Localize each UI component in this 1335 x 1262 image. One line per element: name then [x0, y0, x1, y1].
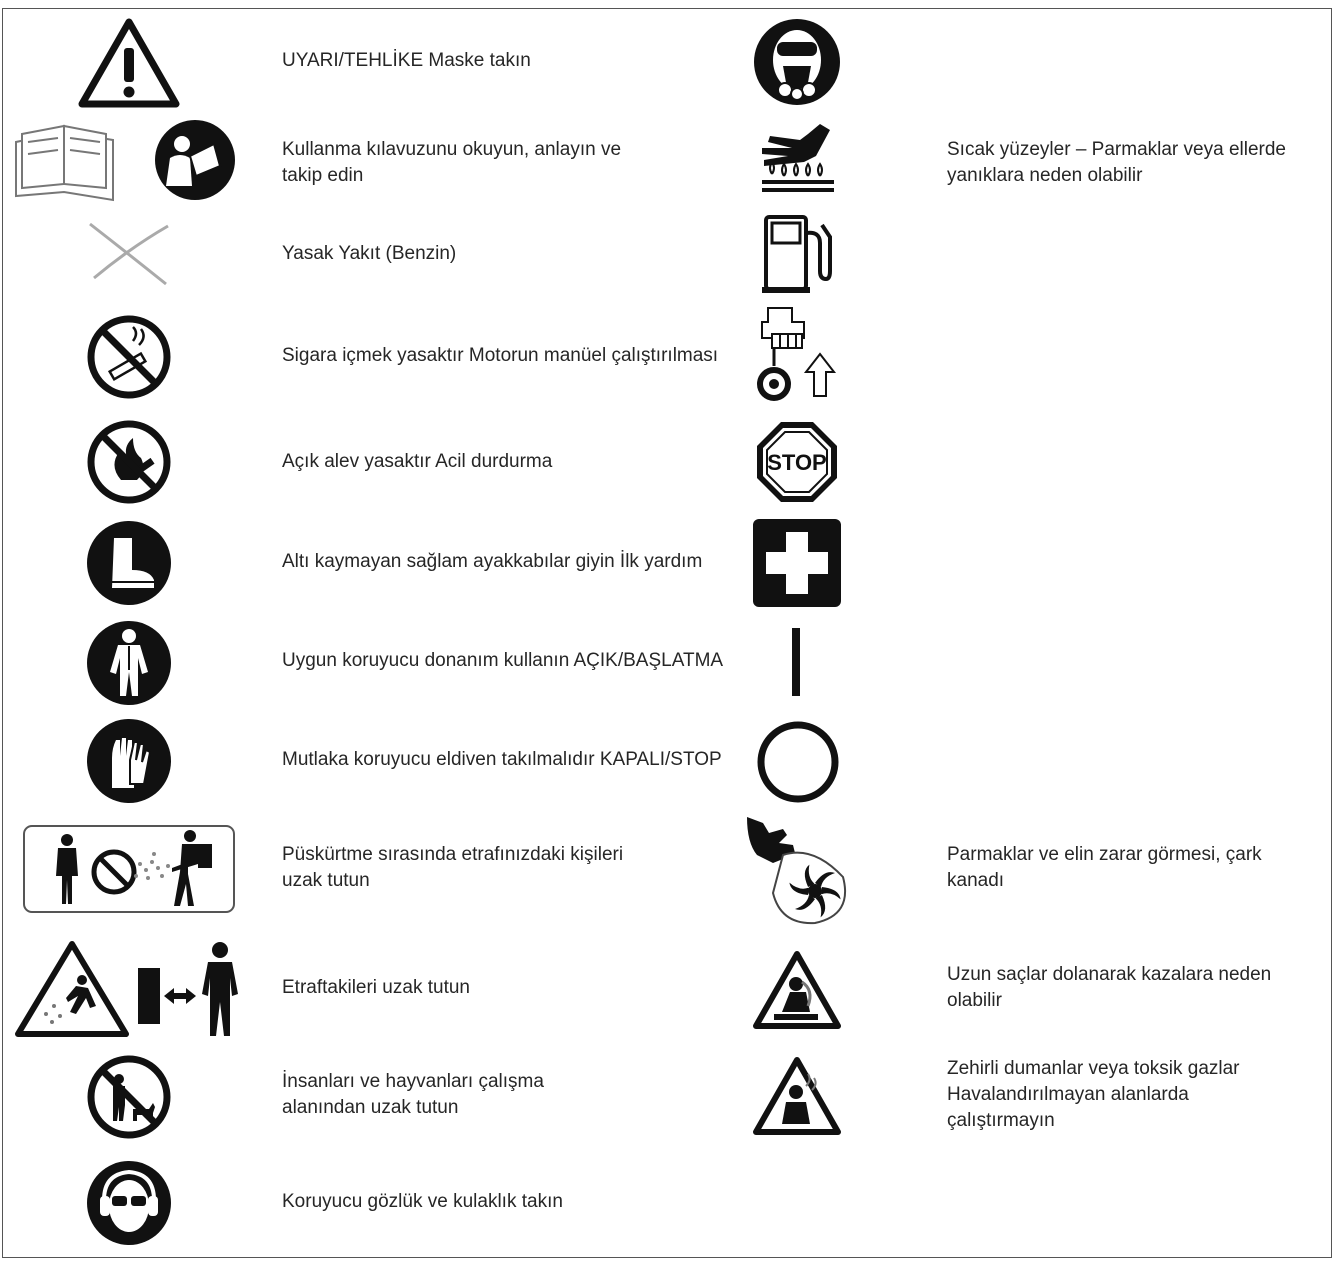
manual-start-icon: [758, 304, 840, 408]
keep-bystanders-text: Etraftakileri uzak tutun: [282, 977, 470, 998]
prohibited-fuel-text: Yasak Yakıt (Benzin): [282, 243, 457, 264]
gloves-text: Mutlaka koruyucu eldiven takılmalıdır KAPALI/STOP: [282, 749, 722, 770]
warning-triangle-icon: [78, 18, 180, 108]
read-manual-icon: [14, 122, 239, 202]
hot-surface-text: Sıcak yüzeyler – Parmaklar veya ellerde yanıklara neden olabilir: [947, 139, 1286, 186]
protective-equipment-text: Uygun koruyucu donanım kullanın AÇIK/BAŞLATMA: [282, 650, 724, 671]
people-animals-text: İnsanları ve hayvanları çalışma alanından uzak tutun: [282, 1071, 544, 1118]
gloves-icon: [86, 718, 172, 804]
read-manual-text: Kullanma kılavuzunu okuyun, anlayın ve takip edin: [282, 139, 622, 186]
no-smoking-icon: [87, 315, 171, 399]
hot-surface-icon: [758, 122, 838, 198]
no-open-flame-icon: [87, 420, 171, 504]
goggles-earmuffs-text: Koruyucu gözlük ve kulaklık takın: [282, 1191, 563, 1212]
spray-bystanders-text: Püskürtme sırasında etrafınızdaki kişileri uzak tutun: [282, 844, 624, 891]
no-open-flame-text: Açık alev yasaktır Acil durdurma: [282, 451, 553, 472]
long-hair-text: Uzun saçlar dolanarak kazalara neden olabilir: [947, 964, 1272, 1011]
respirator-mask-icon: [753, 18, 841, 106]
stop-sign-label: STOP: [767, 450, 827, 475]
off-circle-icon: [756, 720, 840, 804]
toxic-fumes-text: Zehirli dumanlar veya toksik gazlar Havalandırılmayan alanlarda çalıştırmayın: [947, 1058, 1240, 1131]
toxic-fumes-warning-icon: [752, 1056, 842, 1136]
spray-bystanders-icon: [22, 824, 236, 914]
stop-sign-icon: [755, 420, 839, 504]
safety-boots-text: Altı kaymayan sağlam ayakkabılar giyin İlk yardım: [282, 551, 703, 572]
fan-blade-text: Parmaklar ve elin zarar görmesi, çark kanadı: [947, 844, 1262, 891]
goggles-earmuffs-icon: [86, 1160, 172, 1246]
warning-text: UYARI/TEHLİKE Maske takın: [282, 50, 531, 71]
no-smoking-text: Sigara içmek yasaktır Motorun manüel çalıştırılması: [282, 345, 719, 366]
fan-blade-hand-icon: [743, 815, 853, 927]
x-mark-icon: [86, 218, 172, 288]
long-hair-warning-icon: [752, 950, 842, 1030]
protective-suit-icon: [86, 620, 172, 706]
fuel-pump-icon: [762, 213, 834, 295]
no-people-animals-icon: [87, 1055, 171, 1139]
on-line-icon: [792, 628, 802, 696]
keep-distance-icon: [16, 940, 242, 1040]
first-aid-icon: [752, 518, 842, 608]
safety-boots-icon: [86, 520, 172, 606]
